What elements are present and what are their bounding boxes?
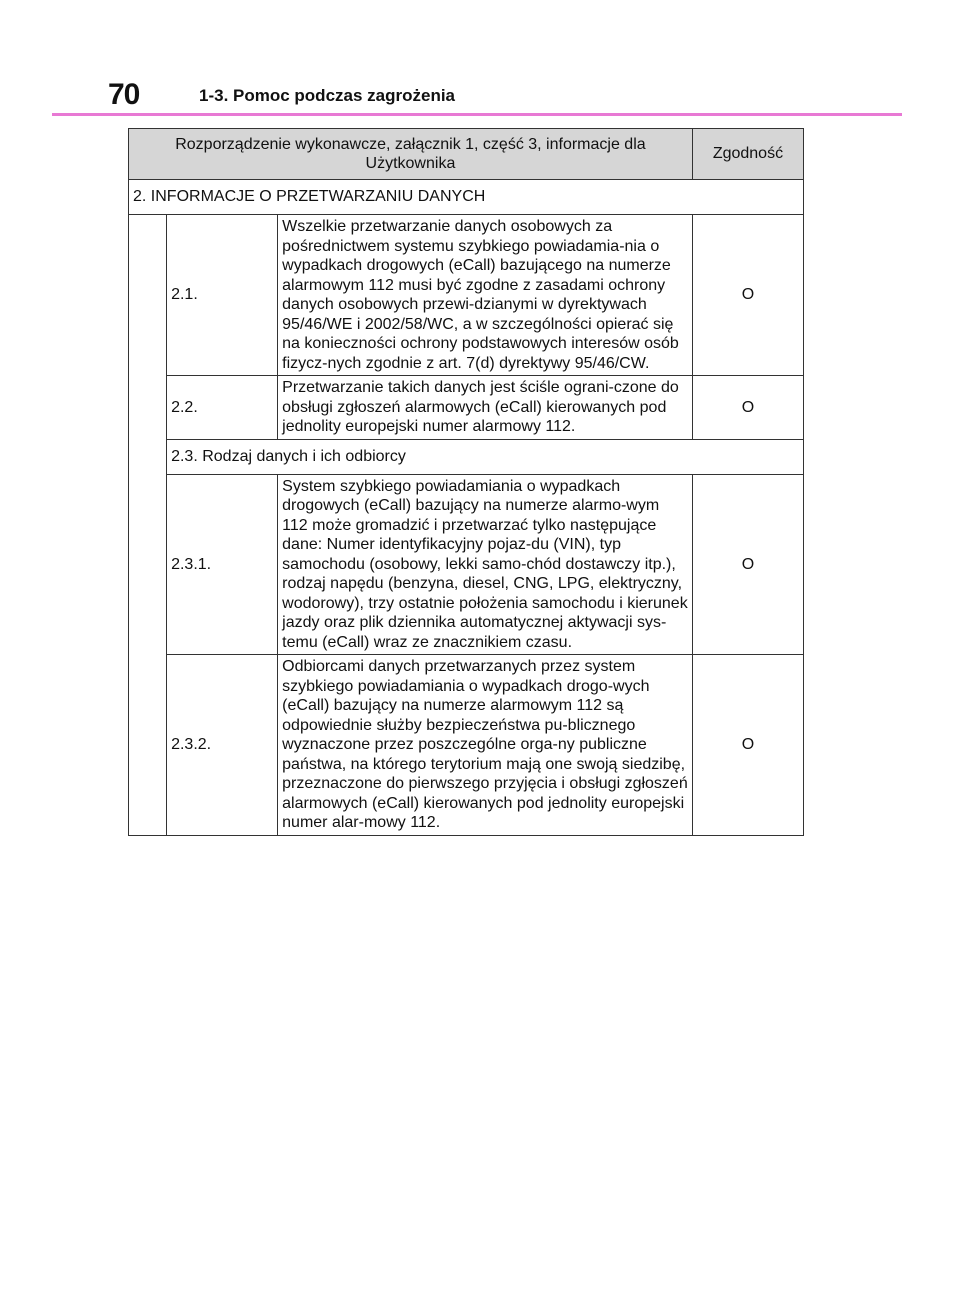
row-text: Przetwarzanie takich danych jest ściśle ograni-czone do obsługi zgłoszeń alarmowych (eCall) kierowanych pod jednolity europejski numer alarmowy 112. xyxy=(278,376,693,440)
regulation-table xyxy=(128,128,804,836)
table-row xyxy=(129,655,804,836)
row-text: Odbiorcami danych przetwarzanych przez system szybkiego powiadamiania o wypadkach drogo-wych (eCall) bazujący na numerze alarmowym 112 są odpowiednie służby bezpieczeństwa pu-blicznego wyznaczone przez poszczególne orga-ny publiczne państwa, na którego terytorium mają one swoją siedzibę, przeznaczone do pierwszego przyjęcia i obsługi zgłoszeń alarmowych (eCall) kierowanych pod jednolity europejski numer alar-mowy 112. xyxy=(278,655,693,836)
row-compliance: O xyxy=(692,215,803,376)
row-text: Wszelkie przetwarzanie danych osobowych za pośrednictwem systemu szybkiego powiadamia-nia o wypadkach drogowych (eCall) bazującego na numerze alarmowym 112 musi być zgodne z zasadami ochrony danych osobowych przewi-dzianymi w dyrektywach 95/46/WE i 2002/58/WC, a w szczególności opierać się na konieczności ochrony podstawowych interesów osób fizycz-nych zgodnie z art. 7(d) dyrektywy 95/46/CW. xyxy=(278,215,693,376)
subsection-heading: 2.3. Rodzaj danych i ich odbiorcy xyxy=(167,439,804,474)
row-number: 2.2. xyxy=(167,376,278,440)
table-row xyxy=(129,376,804,440)
section-title: 1-3. Pomoc podczas zagrożenia xyxy=(199,86,456,105)
subsection-row xyxy=(129,439,804,474)
row-number: 2.3.2. xyxy=(167,655,278,836)
row-number: 2.3.1. xyxy=(167,474,278,655)
header-regulation: Rozporządzenie wykonawcze, załącznik 1, część 3, informacje dla Użytkownika xyxy=(129,129,693,180)
table-header-row xyxy=(129,129,804,180)
section-row xyxy=(129,180,804,215)
section-heading: 2. INFORMACJE O PRZETWARZANIU DANYCH xyxy=(129,180,804,215)
page-number: 70 xyxy=(108,78,140,111)
row-text: System szybkiego powiadamiania o wypadkach drogowych (eCall) bazujący na numerze alarmo-wym 112 może gromadzić i przetwarzać tylko następujące dane: Numer identyfikacyjny pojaz-du (VIN), typ samochodu (osobowy, lekki samo-chód dostawczy itp.), rodzaj napędu (benzyna, diesel, CNG, LPG, elektryczny, wodorowy), trzy ostatnie położenia samochodu i kierunek jazdy oraz plik dziennika automatycznej aktywacji sys-temu (eCall) wraz ze znacznikiem czasu. xyxy=(278,474,693,655)
header-rule xyxy=(52,113,902,116)
indent-cell xyxy=(129,215,167,836)
row-compliance: O xyxy=(692,474,803,655)
row-compliance: O xyxy=(692,376,803,440)
row-compliance: O xyxy=(692,655,803,836)
header-compliance: Zgodność xyxy=(692,129,803,180)
row-number: 2.1. xyxy=(167,215,278,376)
table-row xyxy=(129,215,804,376)
table-row xyxy=(129,474,804,655)
